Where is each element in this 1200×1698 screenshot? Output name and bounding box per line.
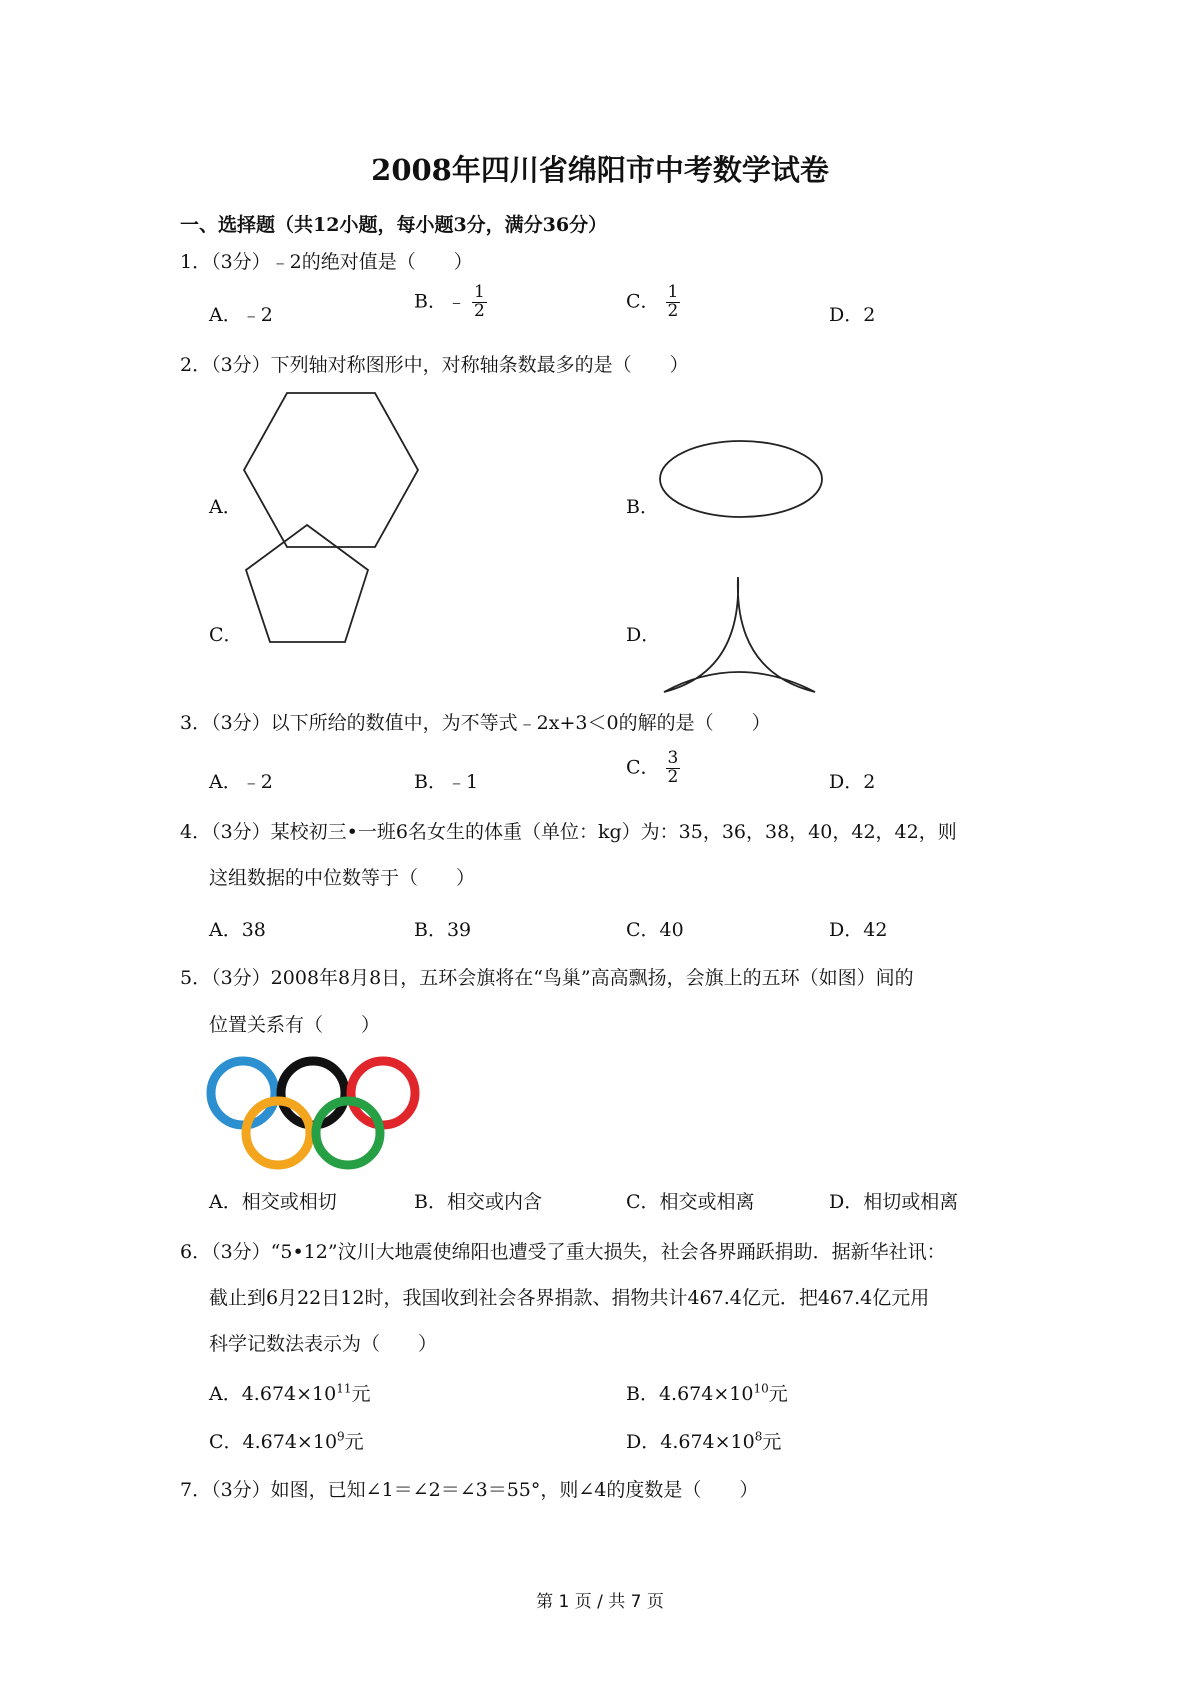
fraction-denominator: 2 — [667, 766, 679, 787]
fraction-denominator: 2 — [473, 300, 485, 321]
q4-option-d: D．42 — [829, 919, 888, 941]
q6-option-c — [209, 1427, 364, 1454]
q3-option-c — [626, 750, 680, 787]
fraction-numerator: 1 — [473, 282, 485, 302]
q4-option-a: A．38 — [209, 919, 266, 941]
q6-option-a-unit: 元 — [351, 1383, 371, 1405]
q3-option-a: A．﹣2 — [209, 771, 273, 793]
q1-option-c-label: C． — [626, 290, 660, 313]
q6-option-c-base: C．4.674×10 — [209, 1431, 338, 1453]
fraction-numerator: 3 — [667, 748, 679, 768]
q3-option-b: B．﹣1 — [414, 771, 479, 793]
q6-option-b-base: B．4.674×10 — [626, 1383, 754, 1405]
q6-option-a — [209, 1379, 371, 1406]
fraction-numerator: 1 — [667, 282, 679, 302]
question-6-stem-line1: 6．（3分）“5•12”汶川大地震使绵阳也遭受了重大损失，社会各界踊跃捐助．据新华社讯： — [180, 1241, 946, 1263]
q2-option-c: C． — [209, 624, 243, 646]
q3-option-c-fraction — [666, 750, 681, 787]
q6-option-c-unit: 元 — [344, 1431, 364, 1453]
q1-option-c-fraction — [666, 284, 681, 321]
ring-blue — [211, 1061, 275, 1125]
q6-option-a-base: A．4.674×10 — [209, 1383, 337, 1405]
q2-option-b: B． — [626, 496, 659, 518]
q4-option-c: C．40 — [626, 919, 684, 941]
question-3-stem: 3．（3分）以下所给的数值中，为不等式﹣2x+3＜0的解的是（ ） — [180, 712, 771, 734]
q5-option-a: A．相交或相切 — [209, 1191, 337, 1213]
q1-option-b-fraction — [472, 284, 487, 321]
q5-option-d: D．相切或相离 — [829, 1191, 959, 1213]
q6-option-a-exponent: 11 — [336, 1381, 352, 1396]
q4-option-b: B．39 — [414, 919, 472, 941]
question-4-stem-line2: 这组数据的中位数等于（ ） — [209, 867, 476, 889]
question-6-stem-line3: 科学记数法表示为（ ） — [209, 1333, 438, 1355]
question-5-stem-line2: 位置关系有（ ） — [209, 1014, 381, 1036]
q2-option-d: D． — [626, 624, 661, 646]
q6-option-c-exponent: 9 — [337, 1429, 345, 1444]
question-5-stem-line1: 5．（3分）2008年8月8日，五环会旗将在“鸟巢”高高飘扬，会旗上的五环（如图）间的 — [180, 967, 914, 989]
ring-black — [281, 1061, 345, 1125]
q1-option-b-label: B． — [414, 290, 447, 313]
q6-option-d-base: D．4.674×10 — [626, 1431, 755, 1453]
q2-option-a: A． — [209, 496, 242, 518]
section-heading: 一、选择题（共12小题，每小题3分，满分36分） — [180, 214, 608, 236]
q1-option-a: A．﹣2 — [209, 304, 273, 326]
question-2-stem: 2．（3分）下列轴对称图形中，对称轴条数最多的是（ ） — [180, 354, 689, 376]
page-footer: 第 1 页 / 共 7 页 — [536, 1592, 664, 1612]
q6-option-d-unit: 元 — [762, 1431, 782, 1453]
fraction-denominator: 2 — [667, 300, 679, 321]
ring-red — [351, 1061, 415, 1125]
olympic-rings-figure — [205, 1053, 420, 1183]
q6-option-b-unit: 元 — [768, 1383, 788, 1405]
q1-option-b-sign: ﹣ — [446, 290, 466, 313]
pentagon-figure — [240, 520, 380, 650]
question-6-stem-line2: 截止到6月22日12时，我国收到社会各界捐款、捐物共计467.4亿元．把467.4亿元用 — [209, 1287, 930, 1309]
q6-option-d-exponent: 8 — [754, 1429, 763, 1444]
ellipse-figure — [655, 435, 830, 525]
q3-option-d: D．2 — [829, 771, 876, 793]
q5-option-b: B．相交或内含 — [414, 1191, 542, 1213]
q1-option-b — [414, 284, 487, 321]
question-7-stem: 7．（3分）如图，已知∠1＝∠2＝∠3＝55°，则∠4的度数是（ ） — [180, 1479, 759, 1501]
q6-option-b-exponent: 10 — [753, 1381, 769, 1396]
q5-option-c: C．相交或相离 — [626, 1191, 755, 1213]
question-1-stem: 1．（3分）﹣2的绝对值是（ ） — [180, 251, 473, 273]
q6-option-d — [626, 1427, 781, 1454]
curved-triangle-figure — [650, 572, 830, 697]
q6-option-b — [626, 1379, 788, 1406]
ring-yellow — [246, 1101, 310, 1165]
q1-option-d: D．2 — [829, 304, 876, 326]
q3-option-c-label: C． — [626, 756, 660, 779]
question-4-stem-line1: 4．（3分）某校初三•一班6名女生的体重（单位：kg）为：35，36，38，40，42，42，则 — [180, 821, 957, 843]
ring-green — [316, 1101, 380, 1165]
page-title: 2008年四川省绵阳市中考数学试卷 — [371, 153, 829, 187]
q1-option-c — [626, 284, 680, 321]
